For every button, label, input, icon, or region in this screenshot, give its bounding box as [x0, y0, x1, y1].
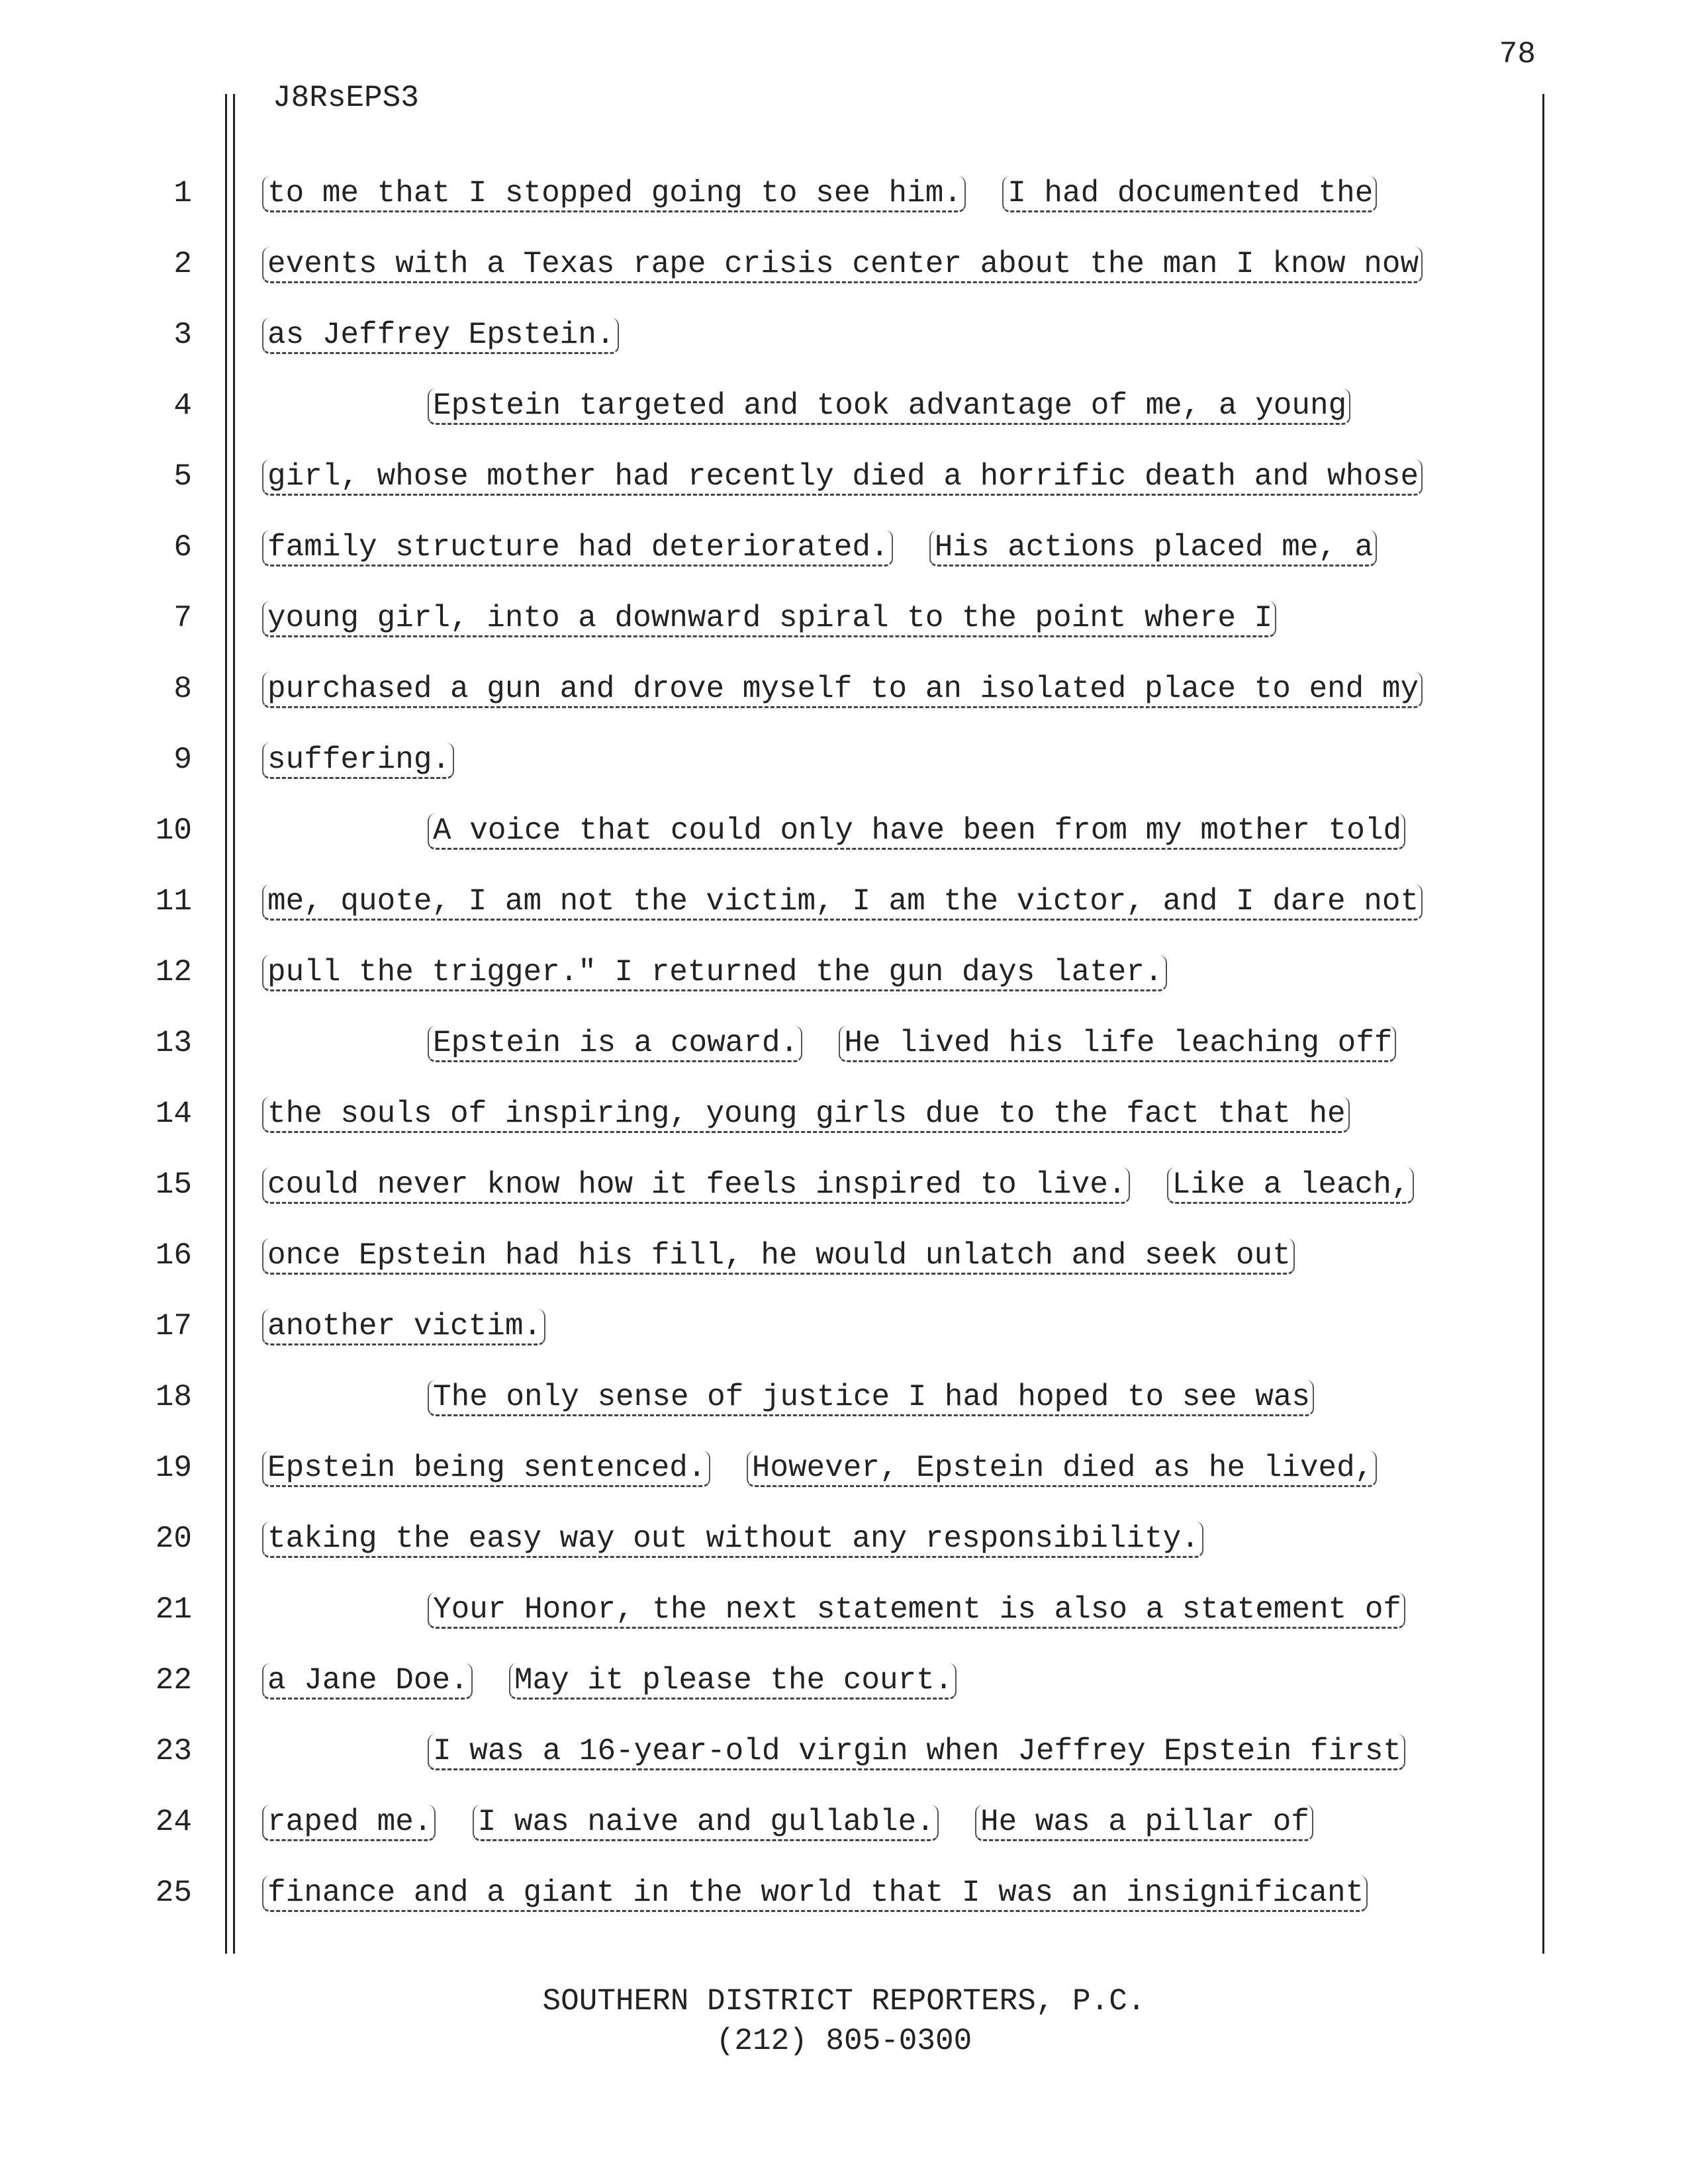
line-number: 4	[173, 388, 192, 423]
transcript-line	[262, 598, 1540, 638]
line-number: 8	[173, 672, 192, 706]
line-number: 9	[173, 743, 192, 777]
transcript-line	[262, 882, 1540, 921]
page-number: 78	[1499, 37, 1536, 71]
sentence-segment: as Jeffrey Epstein.	[262, 318, 619, 354]
transcript-line	[262, 740, 1540, 780]
sentence-segment: pull the trigger." I returned the gun days later.	[262, 955, 1167, 991]
line-number: 15	[155, 1167, 192, 1202]
sentence-segment: me, quote, I am not the victim, I am the victor, and I dare not	[262, 884, 1423, 921]
sentence-segment: girl, whose mother had recently died a horrific death and whose	[262, 459, 1423, 496]
line-number: 16	[155, 1238, 192, 1273]
sentence-segment: A voice that could only have been from my mother told	[428, 813, 1405, 850]
sentence-segment: to me that I stopped going to see him.	[262, 176, 966, 212]
sentence-segment: events with a Texas rape crisis center about the man I know now	[262, 247, 1423, 283]
transcript-line	[262, 952, 1540, 992]
line-number: 6	[173, 530, 192, 565]
transcript-line	[262, 386, 1688, 426]
transcript-line	[262, 1165, 1540, 1205]
line-number: 21	[155, 1592, 192, 1627]
sentence-segment: I was naive and gullable.	[473, 1805, 939, 1841]
sentence-segment: May it please the court.	[509, 1663, 957, 1700]
footer-phone: (212) 805-0300	[716, 2024, 972, 2058]
line-number: 10	[155, 813, 192, 848]
sentence-segment: His actions placed me, a	[929, 530, 1378, 567]
sentence-segment: purchased a gun and drove myself to an isolated place to end my	[262, 672, 1423, 708]
sentence-segment: raped me.	[262, 1805, 436, 1841]
line-number: 22	[155, 1663, 192, 1698]
transcript-line	[262, 1590, 1688, 1629]
sentence-segment: Epstein being sentenced.	[262, 1451, 710, 1487]
line-number: 3	[173, 318, 192, 352]
footer-reporter-name: SOUTHERN DISTRICT REPORTERS, P.C.	[542, 1984, 1146, 2019]
line-number: 14	[155, 1097, 192, 1131]
case-id: J8RsEPS3	[273, 81, 419, 115]
line-number: 24	[155, 1805, 192, 1839]
sentence-segment: could never know how it feels inspired to live.	[262, 1167, 1130, 1204]
sentence-segment: Epstein targeted and took advantage of me, a young	[428, 388, 1350, 425]
sentence-segment: young girl, into a downward spiral to the point where I	[262, 601, 1276, 637]
sentence-segment: Epstein is a coward.	[428, 1026, 802, 1062]
sentence-segment: another victim.	[262, 1309, 545, 1345]
line-number: 18	[155, 1380, 192, 1414]
line-number: 25	[155, 1876, 192, 1910]
transcript-line	[262, 1094, 1540, 1134]
transcript-line	[262, 1236, 1540, 1275]
sentence-segment: He lived his life leaching off	[839, 1026, 1396, 1062]
sentence-segment: suffering.	[262, 743, 454, 779]
left-margin-rule-outer	[225, 94, 227, 1954]
transcript-line	[262, 1661, 1540, 1700]
line-number: 12	[155, 955, 192, 989]
sentence-segment: taking the easy way out without any responsibility.	[262, 1522, 1203, 1558]
transcript-line	[262, 527, 1540, 567]
left-margin-rule-inner	[233, 94, 235, 1954]
line-number: 5	[173, 459, 192, 494]
transcript-line	[262, 457, 1540, 496]
line-number: 11	[155, 884, 192, 919]
sentence-segment: a Jane Doe.	[262, 1663, 473, 1700]
transcript-line	[262, 1731, 1688, 1771]
line-number: 2	[173, 247, 192, 281]
sentence-segment: finance and a giant in the world that I was an insignificant	[262, 1876, 1368, 1912]
line-number: 23	[155, 1734, 192, 1768]
line-number: 7	[173, 601, 192, 635]
sentence-segment: I had documented the	[1002, 176, 1377, 212]
transcript-line	[262, 315, 1540, 355]
transcript-line	[262, 1519, 1540, 1559]
transcript-line	[262, 669, 1540, 709]
sentence-segment: once Epstein had his fill, he would unlatch and seek out	[262, 1238, 1295, 1275]
sentence-segment: Like a leach,	[1167, 1167, 1414, 1204]
transcript-line	[262, 1377, 1688, 1417]
line-number: 17	[155, 1309, 192, 1343]
line-number: 20	[155, 1522, 192, 1556]
transcript-line	[262, 811, 1688, 850]
sentence-segment: However, Epstein died as he lived,	[747, 1451, 1378, 1487]
sentence-segment: The only sense of justice I had hoped to see was	[428, 1380, 1314, 1416]
sentence-segment: family structure had deteriorated.	[262, 530, 893, 567]
line-number: 19	[155, 1451, 192, 1485]
sentence-segment: I was a 16-year-old virgin when Jeffrey Epstein first	[428, 1734, 1405, 1770]
sentence-segment: the souls of inspiring, young girls due to the fact that he	[262, 1097, 1350, 1133]
sentence-segment: He was a pillar of	[975, 1805, 1313, 1841]
transcript-line	[262, 1873, 1540, 1913]
transcript-line	[262, 244, 1540, 284]
transcript-line	[262, 1023, 1688, 1063]
transcript-line	[262, 1306, 1540, 1346]
line-number: 13	[155, 1026, 192, 1060]
line-number: 1	[173, 176, 192, 210]
sentence-segment: Your Honor, the next statement is also a statement of	[428, 1592, 1405, 1629]
transcript-line	[262, 1802, 1540, 1842]
transcript-line	[262, 1448, 1540, 1488]
transcript-line	[262, 173, 1540, 213]
